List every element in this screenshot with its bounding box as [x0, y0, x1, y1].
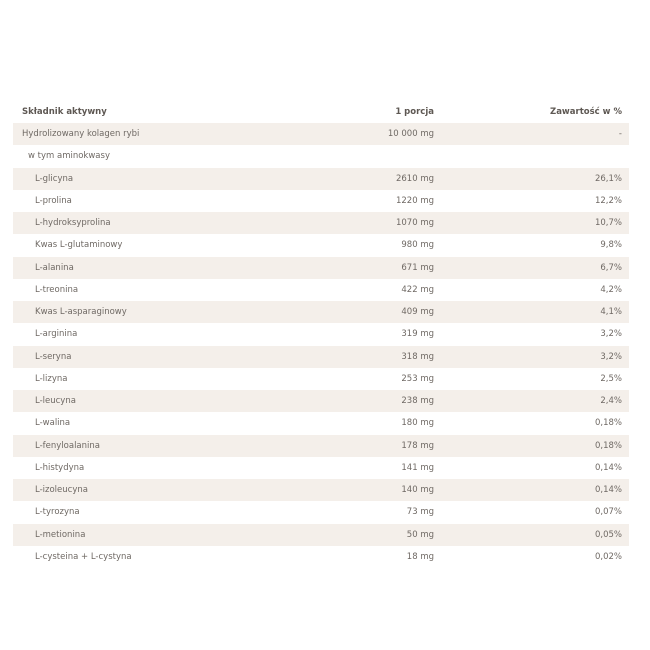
content-percent: 2,5% [437, 368, 629, 390]
content-percent: 0,18% [437, 412, 629, 434]
ingredient-name: L-hydroksyprolina [13, 212, 313, 234]
header-percent: Zawartość w % [550, 106, 622, 117]
header-row [13, 100, 629, 123]
table-row [13, 457, 629, 479]
table-row [13, 145, 629, 167]
content-percent: 3,2% [437, 323, 629, 345]
content-percent: 0,07% [437, 501, 629, 523]
serving-amount: 319 mg [313, 323, 437, 345]
serving-amount: 2610 mg [313, 168, 437, 190]
content-percent: 0,18% [437, 435, 629, 457]
content-percent: 0,14% [437, 479, 629, 501]
table-row [13, 524, 629, 546]
ingredient-name: L-cysteina + L-cystyna [13, 546, 313, 568]
content-percent: 4,1% [437, 301, 629, 323]
content-percent: - [437, 123, 629, 145]
serving-amount: 422 mg [313, 279, 437, 301]
content-percent: 6,7% [437, 257, 629, 279]
content-percent [437, 145, 629, 167]
serving-amount: 238 mg [313, 390, 437, 412]
serving-amount: 73 mg [313, 501, 437, 523]
serving-amount: 1070 mg [313, 212, 437, 234]
serving-amount: 18 mg [313, 546, 437, 568]
table-body [13, 123, 629, 568]
table-row [13, 190, 629, 212]
table-row [13, 501, 629, 523]
ingredient-name: L-lizyna [13, 368, 313, 390]
table-row [13, 390, 629, 412]
table-header [13, 100, 629, 123]
serving-amount [313, 145, 437, 167]
table-row [13, 212, 629, 234]
content-percent: 0,02% [437, 546, 629, 568]
ingredients-table-container [13, 100, 629, 568]
content-percent: 4,2% [437, 279, 629, 301]
ingredient-name: L-izoleucyna [13, 479, 313, 501]
serving-amount: 671 mg [313, 257, 437, 279]
ingredient-name: L-metionina [13, 524, 313, 546]
serving-amount: 141 mg [313, 457, 437, 479]
serving-amount: 980 mg [313, 234, 437, 256]
content-percent: 0,05% [437, 524, 629, 546]
table-row [13, 412, 629, 434]
table-row [13, 546, 629, 568]
serving-amount: 1220 mg [313, 190, 437, 212]
table-row [13, 168, 629, 190]
table-row [13, 257, 629, 279]
ingredient-name: L-tyrozyna [13, 501, 313, 523]
ingredient-name: Kwas L-glutaminowy [13, 234, 313, 256]
ingredient-name: L-prolina [13, 190, 313, 212]
table-row [13, 479, 629, 501]
serving-amount: 318 mg [313, 346, 437, 368]
table-row [13, 279, 629, 301]
ingredients-table [13, 100, 629, 568]
table-row [13, 301, 629, 323]
serving-amount: 50 mg [313, 524, 437, 546]
table-row [13, 435, 629, 457]
table-row [13, 368, 629, 390]
ingredient-name: L-alanina [13, 257, 313, 279]
content-percent: 0,14% [437, 457, 629, 479]
ingredient-name: L-seryna [13, 346, 313, 368]
serving-amount: 140 mg [313, 479, 437, 501]
header-serving: 1 porcja [395, 106, 434, 117]
serving-amount: 180 mg [313, 412, 437, 434]
table-row [13, 323, 629, 345]
ingredient-name: L-treonina [13, 279, 313, 301]
content-percent: 26,1% [437, 168, 629, 190]
ingredient-name: w tym aminokwasy [13, 145, 313, 167]
serving-amount: 409 mg [313, 301, 437, 323]
ingredient-name: L-fenyloalanina [13, 435, 313, 457]
content-percent: 2,4% [437, 390, 629, 412]
ingredient-name: L-glicyna [13, 168, 313, 190]
table-row [13, 234, 629, 256]
content-percent: 9,8% [437, 234, 629, 256]
ingredient-name: L-walina [13, 412, 313, 434]
content-percent: 12,2% [437, 190, 629, 212]
table-row [13, 123, 629, 145]
ingredient-name: L-leucyna [13, 390, 313, 412]
content-percent: 3,2% [437, 346, 629, 368]
table-row [13, 346, 629, 368]
header-ingredient: Składnik aktywny [22, 106, 107, 117]
ingredient-name: Hydrolizowany kolagen rybi [13, 123, 313, 145]
serving-amount: 253 mg [313, 368, 437, 390]
serving-amount: 10 000 mg [313, 123, 437, 145]
serving-amount: 178 mg [313, 435, 437, 457]
ingredient-name: Kwas L-asparaginowy [13, 301, 313, 323]
content-percent: 10,7% [437, 212, 629, 234]
ingredient-name: L-arginina [13, 323, 313, 345]
ingredient-name: L-histydyna [13, 457, 313, 479]
